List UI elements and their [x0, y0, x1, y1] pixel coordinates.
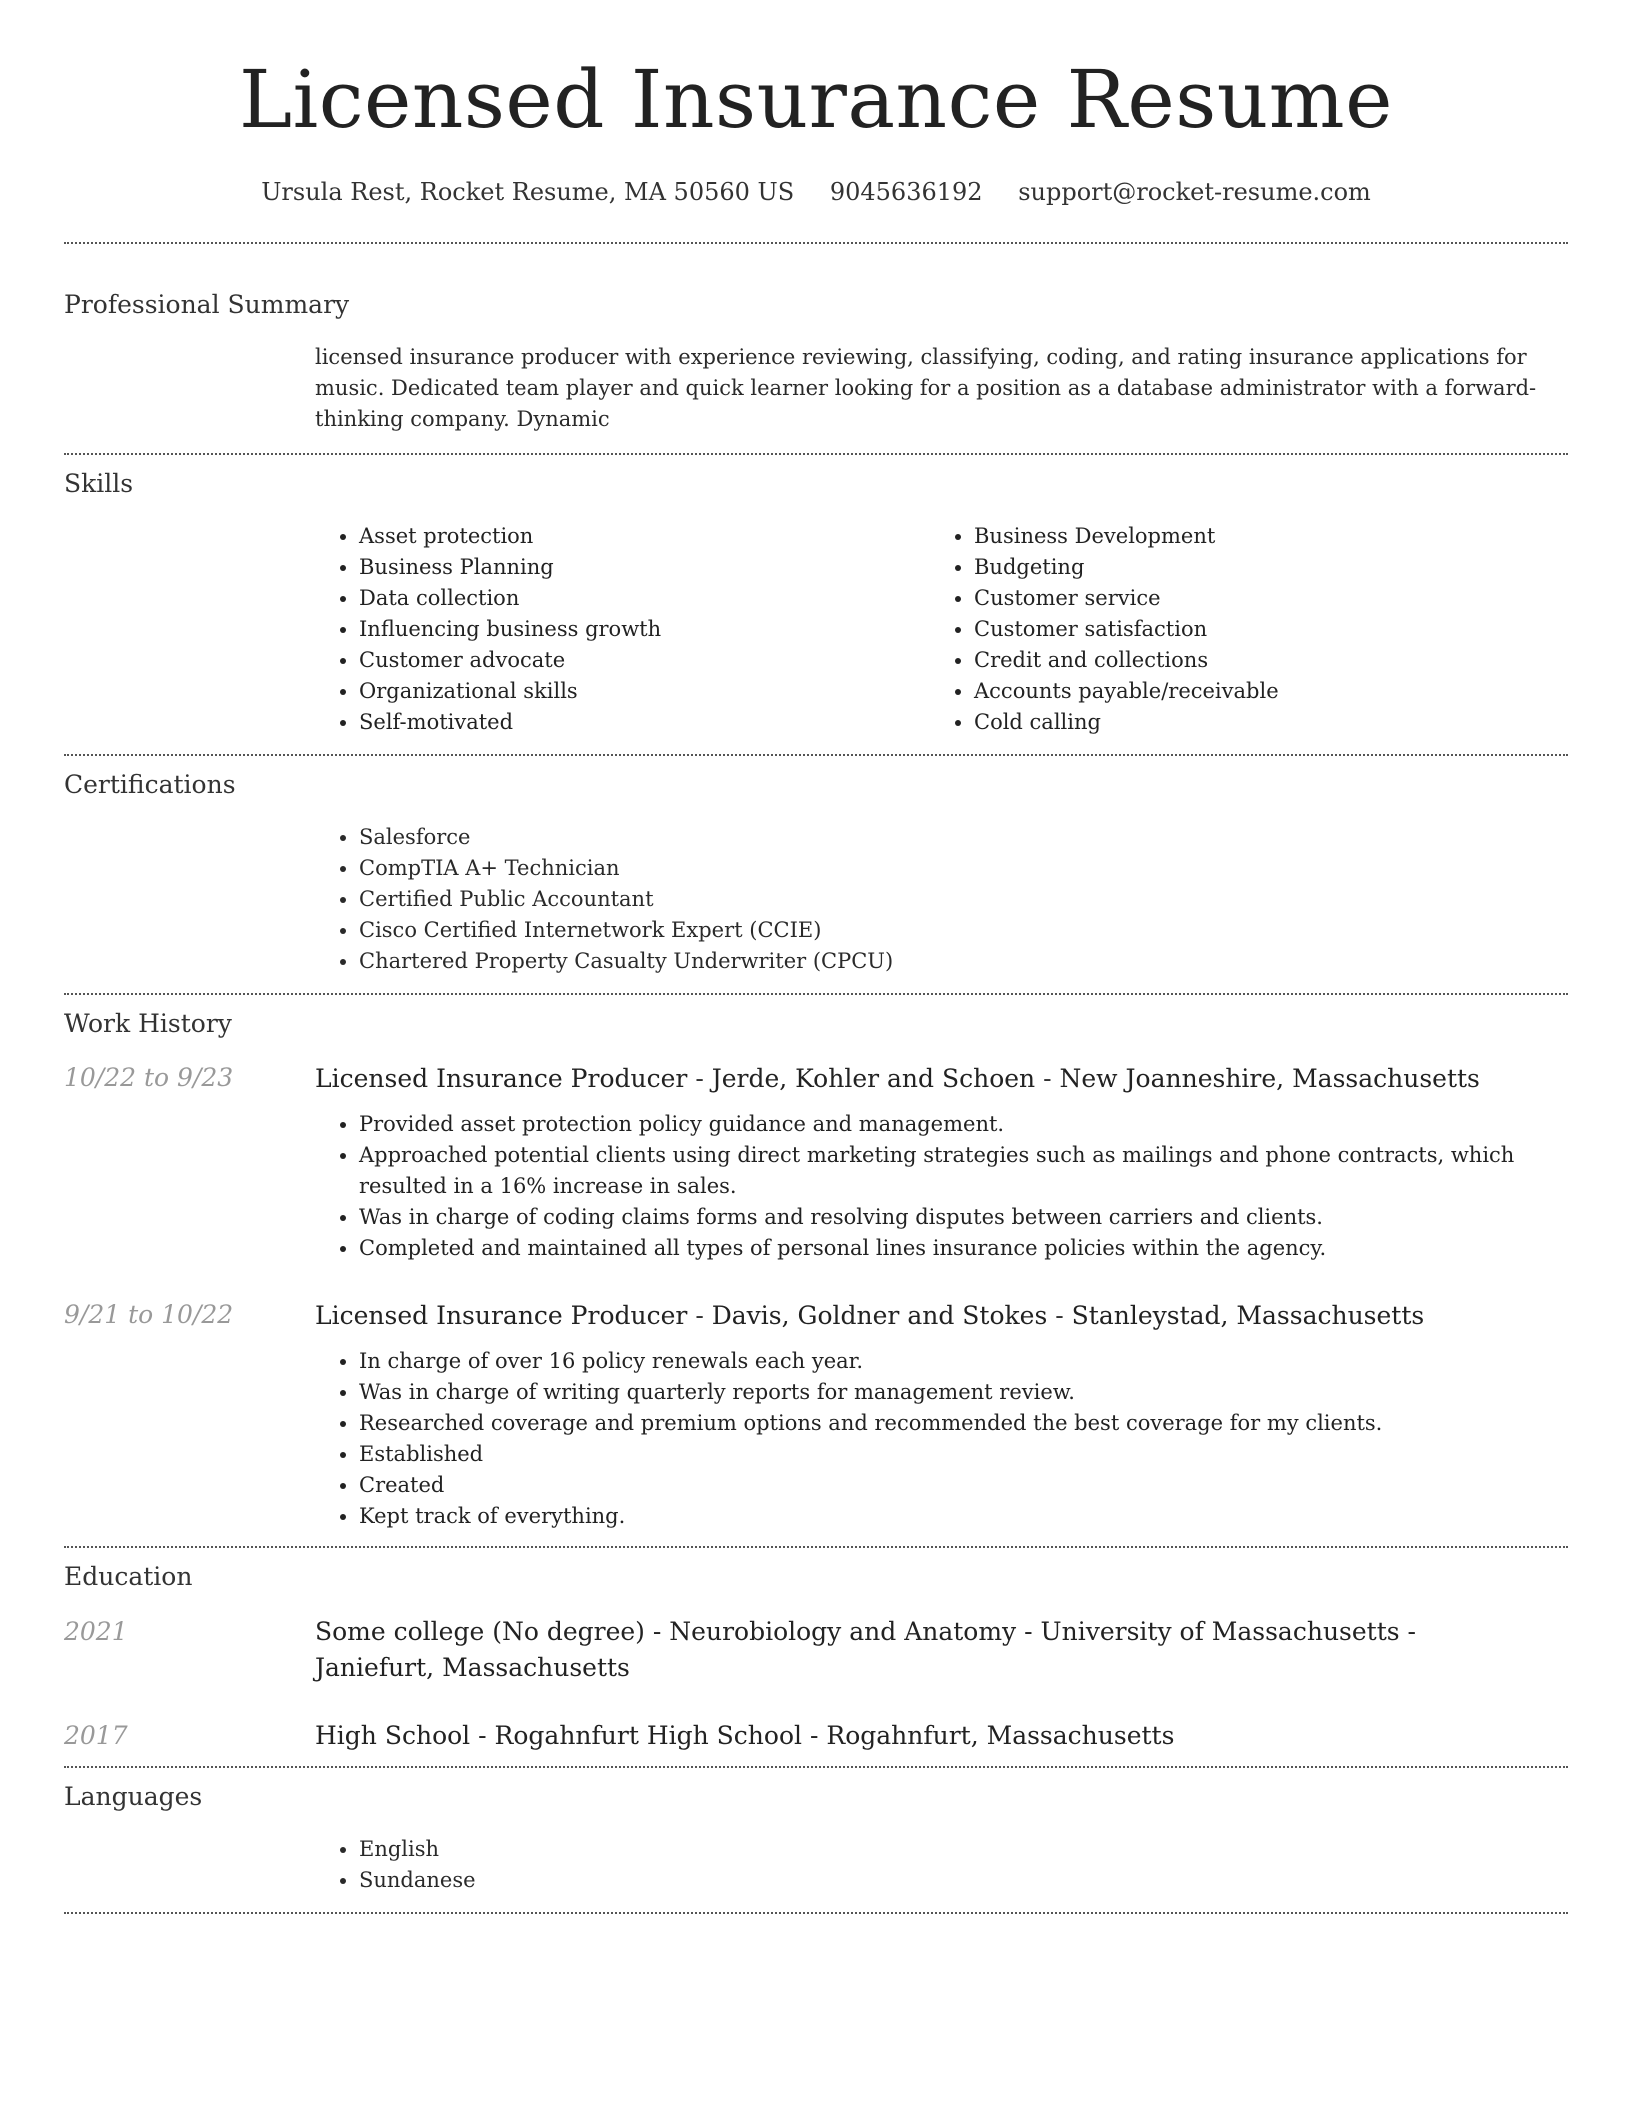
education-location: Janiefurt, Massachusetts — [315, 1653, 630, 1682]
contact-line — [64, 176, 1568, 208]
job-dates: 9/21 to 10/22 — [64, 1300, 234, 1329]
certification-item: • Salesforce — [359, 822, 1568, 853]
education-separator: - — [652, 1617, 662, 1646]
certifications-section — [64, 756, 1568, 993]
job-bullets — [315, 1346, 1568, 1532]
job-position: Licensed Insurance Producer — [315, 1064, 688, 1093]
skills-section — [64, 455, 1568, 754]
section-divider — [64, 1912, 1568, 1914]
education-degree: High School — [315, 1721, 471, 1750]
skill-item: • Customer advocate — [359, 645, 930, 676]
education-entry — [64, 1718, 1568, 1754]
job-separator: - — [1055, 1301, 1064, 1330]
education-separator: - — [809, 1721, 819, 1750]
certification-item: • Cisco Certified Internetwork Expert (CCIE) — [359, 915, 1568, 946]
certification-item: • Chartered Property Casualty Underwriter (CPCU) — [359, 946, 1568, 977]
skills-left-column — [315, 521, 930, 738]
contact-address: Ursula Rest, Rocket Resume, MA 50560 US — [261, 178, 795, 206]
skill-item: • Data collection — [359, 583, 930, 614]
education-degree: Some college (No degree) — [315, 1617, 645, 1646]
education-separator: - — [1407, 1617, 1416, 1646]
job-bullet: • Was in charge of coding claims forms and resolving disputes between carriers and clients. — [359, 1202, 1568, 1233]
education-entry — [64, 1614, 1568, 1686]
skill-item: • Cold calling — [974, 707, 1545, 738]
job-detail — [315, 1298, 1568, 1532]
skill-item: • Accounts payable/receivable — [974, 676, 1545, 707]
certification-item: • CompTIA A+ Technician — [359, 853, 1568, 884]
skill-item: • Business Planning — [359, 552, 930, 583]
job-entry — [64, 1061, 1568, 1264]
skill-item: • Self-motivated — [359, 707, 930, 738]
job-bullets — [315, 1109, 1568, 1264]
summary-title: Professional Summary — [64, 290, 350, 319]
contact-email: support@rocket-resume.com — [1018, 178, 1371, 206]
job-separator: - — [695, 1064, 704, 1093]
education-year: 2017 — [64, 1721, 128, 1750]
summary-text: licensed insurance producer with experience reviewing, classifying, coding, and rating insurance applications for music. Dedicated team player and quick learner looking for a position as a database administrator with a forward-thinking company. Dynamic — [315, 345, 1537, 431]
skills-title: Skills — [64, 469, 134, 498]
skill-item: • Budgeting — [974, 552, 1545, 583]
education-separator: - — [478, 1721, 487, 1750]
languages-section — [64, 1768, 1568, 1912]
job-separator: - — [695, 1301, 704, 1330]
skill-item: • Business Development — [974, 521, 1545, 552]
certifications-title: Certifications — [64, 770, 236, 799]
contact-phone: 9045636192 — [829, 178, 983, 206]
education-detail — [315, 1614, 1568, 1686]
certification-item: • Certified Public Accountant — [359, 884, 1568, 915]
language-item: • English — [359, 1834, 1568, 1865]
job-bullet: • Kept track of everything. — [359, 1501, 1568, 1532]
job-dates: 10/22 to 9/23 — [64, 1063, 234, 1092]
education-separator: - — [1024, 1617, 1033, 1646]
skill-item: • Customer service — [974, 583, 1545, 614]
job-company: Davis, Goldner and Stokes — [711, 1301, 1048, 1330]
job-bullet: • Was in charge of writing quarterly reports for management review. — [359, 1377, 1568, 1408]
skill-item: • Customer satisfaction — [974, 614, 1545, 645]
job-position: Licensed Insurance Producer — [315, 1301, 688, 1330]
languages-title: Languages — [64, 1782, 203, 1811]
education-field: Neurobiology and Anatomy — [669, 1617, 1017, 1646]
job-bullet: • Created — [359, 1470, 1568, 1501]
job-bullet: • In charge of over 16 policy renewals each year. — [359, 1346, 1568, 1377]
education-location: Rogahnfurt, Massachusetts — [826, 1721, 1175, 1750]
job-bullet: • Approached potential clients using direct marketing strategies such as mailings and phone contracts, which resulted in a 16% increase in sales. — [359, 1140, 1568, 1202]
work-history-title: Work History — [64, 1009, 232, 1038]
job-company: Jerde, Kohler and Schoen — [711, 1064, 1036, 1093]
languages-list-wrap — [315, 1834, 1568, 1896]
skill-item: • Asset protection — [359, 521, 930, 552]
language-item: • Sundanese — [359, 1865, 1568, 1896]
education-year: 2021 — [64, 1617, 128, 1646]
skills-columns — [315, 521, 1568, 738]
job-bullet: • Established — [359, 1439, 1568, 1470]
skill-item: • Credit and collections — [974, 645, 1545, 676]
job-bullet: • Researched coverage and premium options and recommended the best coverage for my clients. — [359, 1408, 1568, 1439]
education-school: University of Massachusetts — [1040, 1617, 1400, 1646]
work-history-section — [64, 995, 1568, 1546]
certifications-list-wrap — [315, 822, 1568, 977]
job-bullet: • Completed and maintained all types of personal lines insurance policies within the agency. — [359, 1233, 1568, 1264]
summary-section — [64, 244, 1568, 453]
resume-title: Licensed Insurance Resume — [238, 53, 1394, 146]
skills-right-column — [930, 521, 1545, 738]
job-location: New Joanneshire, Massachusetts — [1059, 1064, 1480, 1093]
skill-item: • Organizational skills — [359, 676, 930, 707]
job-bullet: • Provided asset protection policy guidance and management. — [359, 1109, 1568, 1140]
education-school: Rogahnfurt High School — [494, 1721, 803, 1750]
job-detail — [315, 1061, 1568, 1264]
job-heading — [315, 1298, 1568, 1334]
education-title: Education — [64, 1562, 193, 1591]
job-entry — [64, 1298, 1568, 1532]
job-location: Stanleystad, Massachusetts — [1071, 1301, 1425, 1330]
skill-item: • Influencing business growth — [359, 614, 930, 645]
job-separator: - — [1043, 1064, 1052, 1093]
education-detail — [315, 1718, 1568, 1754]
job-heading — [315, 1061, 1568, 1097]
education-section — [64, 1548, 1568, 1766]
